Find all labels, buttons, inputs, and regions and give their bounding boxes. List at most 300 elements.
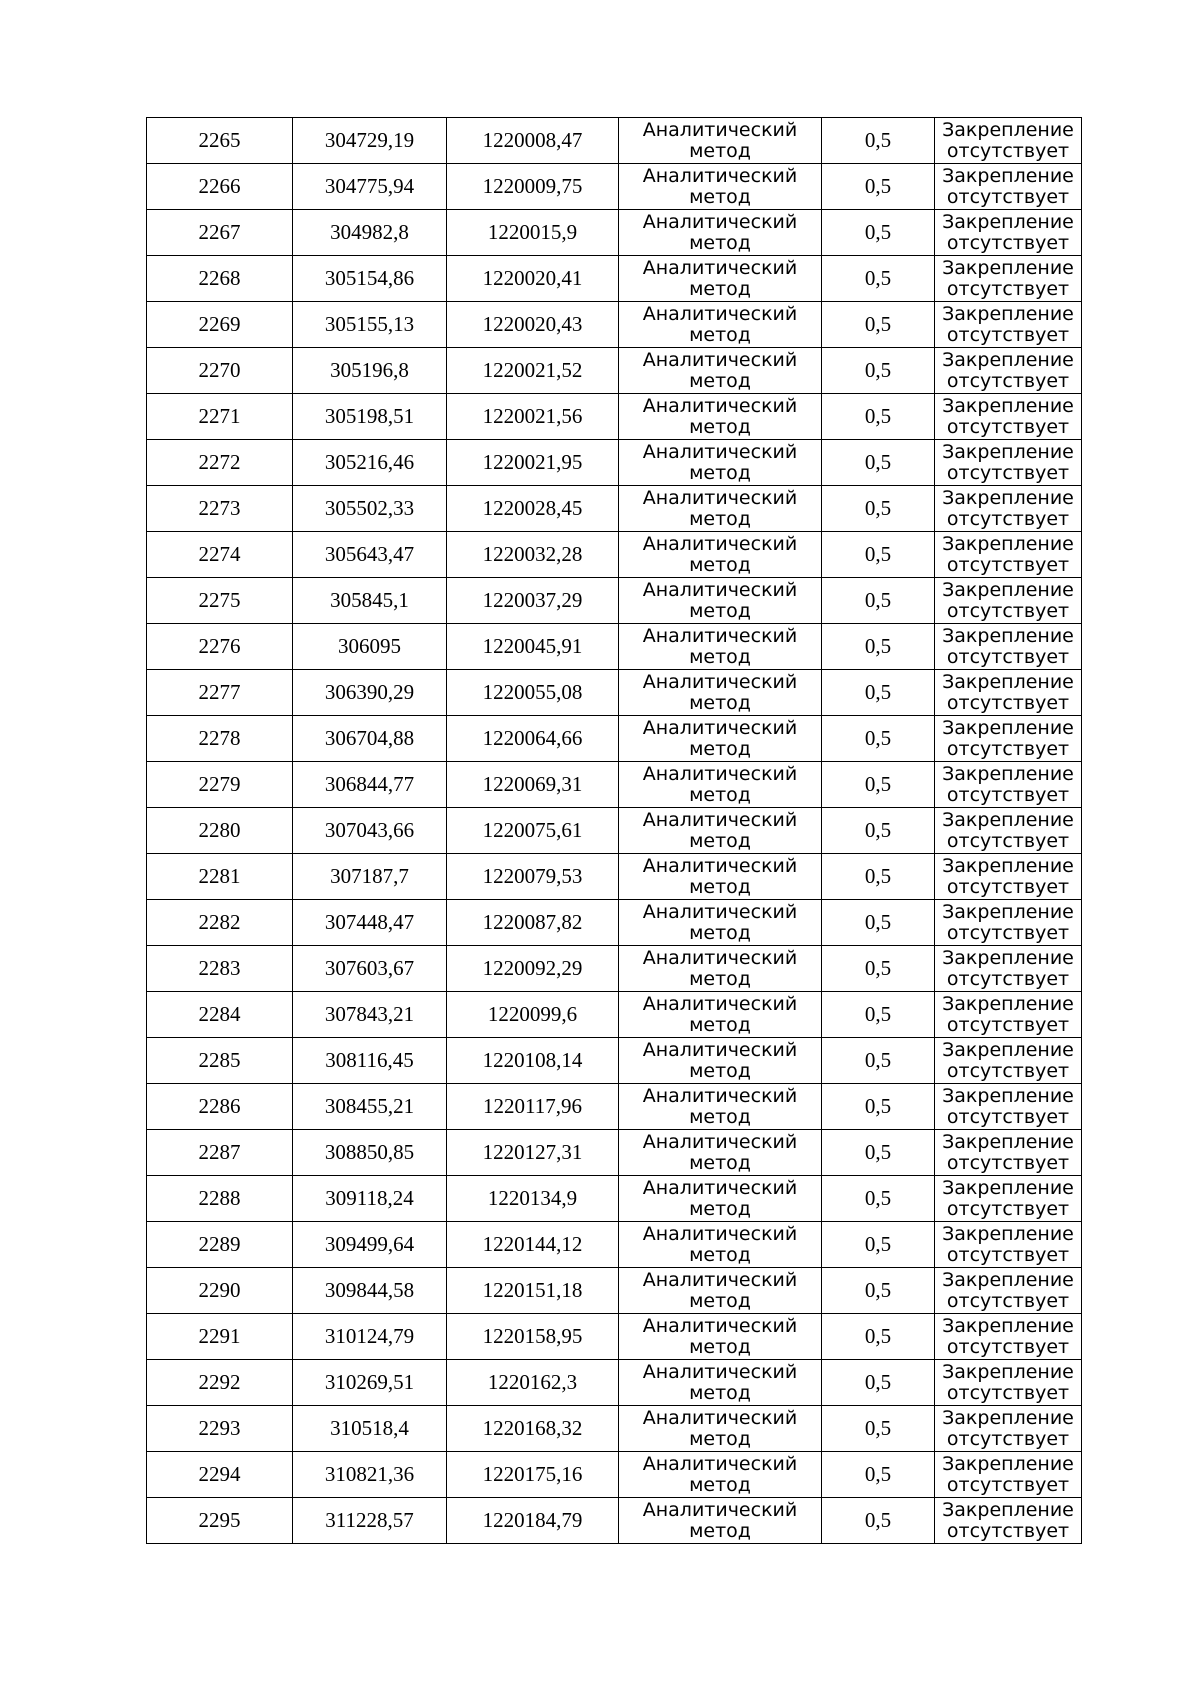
point-number-cell: 2268 <box>147 256 293 302</box>
table-row <box>147 992 1082 1038</box>
method-line-1: Аналитический <box>642 1498 798 1521</box>
y-coordinate-cell: 1220134,9 <box>447 1176 619 1222</box>
fixation-cell <box>935 1222 1082 1268</box>
x-coordinate-cell: 304729,19 <box>293 118 447 164</box>
fixation-cell <box>935 624 1082 670</box>
x-coordinate-cell: 310269,51 <box>293 1360 447 1406</box>
method-line-2: метод <box>689 461 751 484</box>
method-line-1: Аналитический <box>642 164 798 187</box>
y-coordinate-cell: 1220162,3 <box>447 1360 619 1406</box>
fixation-line-2: отсутствует <box>946 323 1070 346</box>
fixation-line-2: отсутствует <box>946 1197 1070 1220</box>
method-cell <box>619 1498 822 1544</box>
fixation-line-2: отсутствует <box>946 553 1070 576</box>
point-number-cell: 2265 <box>147 118 293 164</box>
table-row <box>147 486 1082 532</box>
point-number-cell: 2279 <box>147 762 293 808</box>
accuracy-cell: 0,5 <box>822 716 935 762</box>
table-row <box>147 1498 1082 1544</box>
fixation-cell <box>935 532 1082 578</box>
method-line-2: метод <box>689 553 751 576</box>
x-coordinate-cell: 309499,64 <box>293 1222 447 1268</box>
method-cell <box>619 164 822 210</box>
method-cell <box>619 808 822 854</box>
method-cell <box>619 1084 822 1130</box>
accuracy-cell: 0,5 <box>822 1130 935 1176</box>
y-coordinate-cell: 1220028,45 <box>447 486 619 532</box>
fixation-cell <box>935 762 1082 808</box>
x-coordinate-cell: 307187,7 <box>293 854 447 900</box>
method-line-2: метод <box>689 1105 751 1128</box>
method-cell <box>619 1268 822 1314</box>
table-row <box>147 1360 1082 1406</box>
method-line-1: Аналитический <box>642 256 798 279</box>
fixation-cell <box>935 394 1082 440</box>
method-line-1: Аналитический <box>642 440 798 463</box>
table-row <box>147 532 1082 578</box>
fixation-cell <box>935 1406 1082 1452</box>
method-line-1: Аналитический <box>642 1314 798 1337</box>
method-cell <box>619 348 822 394</box>
method-line-1: Аналитический <box>642 1452 798 1475</box>
fixation-line-1: Закрепление <box>942 716 1074 739</box>
point-number-cell: 2292 <box>147 1360 293 1406</box>
accuracy-cell: 0,5 <box>822 394 935 440</box>
fixation-cell <box>935 210 1082 256</box>
method-line-1: Аналитический <box>642 1222 798 1245</box>
y-coordinate-cell: 1220037,29 <box>447 578 619 624</box>
method-line-1: Аналитический <box>642 624 798 647</box>
y-coordinate-cell: 1220021,56 <box>447 394 619 440</box>
y-coordinate-cell: 1220055,08 <box>447 670 619 716</box>
fixation-cell <box>935 854 1082 900</box>
method-line-1: Аналитический <box>642 394 798 417</box>
fixation-cell <box>935 1084 1082 1130</box>
y-coordinate-cell: 1220151,18 <box>447 1268 619 1314</box>
table-row <box>147 1314 1082 1360</box>
fixation-line-2: отсутствует <box>946 599 1070 622</box>
x-coordinate-cell: 305502,33 <box>293 486 447 532</box>
method-line-2: метод <box>689 1059 751 1082</box>
accuracy-cell: 0,5 <box>822 1406 935 1452</box>
method-line-2: метод <box>689 1151 751 1174</box>
fixation-line-1: Закрепление <box>942 1268 1074 1291</box>
method-line-1: Аналитический <box>642 348 798 371</box>
y-coordinate-cell: 1220144,12 <box>447 1222 619 1268</box>
y-coordinate-cell: 1220020,43 <box>447 302 619 348</box>
y-coordinate-cell: 1220168,32 <box>447 1406 619 1452</box>
x-coordinate-cell: 304775,94 <box>293 164 447 210</box>
y-coordinate-cell: 1220099,6 <box>447 992 619 1038</box>
fixation-line-2: отсутствует <box>946 1427 1070 1450</box>
accuracy-cell: 0,5 <box>822 210 935 256</box>
point-number-cell: 2278 <box>147 716 293 762</box>
x-coordinate-cell: 308116,45 <box>293 1038 447 1084</box>
point-number-cell: 2280 <box>147 808 293 854</box>
method-cell <box>619 1314 822 1360</box>
method-line-2: метод <box>689 829 751 852</box>
fixation-line-2: отсутствует <box>946 1473 1070 1496</box>
fixation-line-1: Закрепление <box>942 486 1074 509</box>
fixation-line-2: отсутствует <box>946 1381 1070 1404</box>
table-row <box>147 762 1082 808</box>
fixation-line-2: отсутствует <box>946 691 1070 714</box>
accuracy-cell: 0,5 <box>822 164 935 210</box>
table-row <box>147 256 1082 302</box>
fixation-line-2: отсутствует <box>946 1105 1070 1128</box>
fixation-line-2: отсутствует <box>946 1243 1070 1266</box>
method-cell <box>619 670 822 716</box>
method-line-2: метод <box>689 231 751 254</box>
point-number-cell: 2285 <box>147 1038 293 1084</box>
method-line-2: метод <box>689 599 751 622</box>
x-coordinate-cell: 306095 <box>293 624 447 670</box>
fixation-line-1: Закрепление <box>942 394 1074 417</box>
fixation-line-1: Закрепление <box>942 118 1074 141</box>
fixation-cell <box>935 1498 1082 1544</box>
method-line-2: метод <box>689 277 751 300</box>
x-coordinate-cell: 305216,46 <box>293 440 447 486</box>
point-number-cell: 2273 <box>147 486 293 532</box>
fixation-line-2: отсутствует <box>946 829 1070 852</box>
accuracy-cell: 0,5 <box>822 256 935 302</box>
fixation-line-2: отсутствует <box>946 1059 1070 1082</box>
method-line-2: метод <box>689 875 751 898</box>
method-cell <box>619 900 822 946</box>
point-number-cell: 2295 <box>147 1498 293 1544</box>
fixation-cell <box>935 302 1082 348</box>
method-line-2: метод <box>689 737 751 760</box>
fixation-cell <box>935 670 1082 716</box>
point-number-cell: 2293 <box>147 1406 293 1452</box>
point-number-cell: 2275 <box>147 578 293 624</box>
fixation-line-2: отсутствует <box>946 415 1070 438</box>
y-coordinate-cell: 1220075,61 <box>447 808 619 854</box>
method-cell <box>619 302 822 348</box>
method-cell <box>619 762 822 808</box>
fixation-line-1: Закрепление <box>942 1130 1074 1153</box>
accuracy-cell: 0,5 <box>822 486 935 532</box>
fixation-line-1: Закрепление <box>942 348 1074 371</box>
fixation-line-1: Закрепление <box>942 164 1074 187</box>
method-cell <box>619 1130 822 1176</box>
y-coordinate-cell: 1220069,31 <box>447 762 619 808</box>
method-cell <box>619 854 822 900</box>
table-row <box>147 164 1082 210</box>
y-coordinate-cell: 1220021,52 <box>447 348 619 394</box>
x-coordinate-cell: 308455,21 <box>293 1084 447 1130</box>
fixation-line-1: Закрепление <box>942 256 1074 279</box>
method-line-1: Аналитический <box>642 946 798 969</box>
x-coordinate-cell: 310821,36 <box>293 1452 447 1498</box>
method-cell <box>619 532 822 578</box>
method-line-2: метод <box>689 1335 751 1358</box>
table-row <box>147 1130 1082 1176</box>
method-line-2: метод <box>689 691 751 714</box>
y-coordinate-cell: 1220015,9 <box>447 210 619 256</box>
method-line-1: Аналитический <box>642 578 798 601</box>
fixation-cell <box>935 1360 1082 1406</box>
point-number-cell: 2286 <box>147 1084 293 1130</box>
table-row <box>147 946 1082 992</box>
accuracy-cell: 0,5 <box>822 1360 935 1406</box>
point-number-cell: 2284 <box>147 992 293 1038</box>
x-coordinate-cell: 309118,24 <box>293 1176 447 1222</box>
fixation-cell <box>935 164 1082 210</box>
fixation-line-2: отсутствует <box>946 737 1070 760</box>
point-number-cell: 2277 <box>147 670 293 716</box>
fixation-cell <box>935 118 1082 164</box>
table-row <box>147 670 1082 716</box>
method-line-1: Аналитический <box>642 486 798 509</box>
x-coordinate-cell: 305154,86 <box>293 256 447 302</box>
y-coordinate-cell: 1220108,14 <box>447 1038 619 1084</box>
accuracy-cell: 0,5 <box>822 302 935 348</box>
fixation-cell <box>935 1038 1082 1084</box>
method-cell <box>619 256 822 302</box>
method-line-2: метод <box>689 1289 751 1312</box>
x-coordinate-cell: 305845,1 <box>293 578 447 624</box>
y-coordinate-cell: 1220064,66 <box>447 716 619 762</box>
method-line-2: метод <box>689 967 751 990</box>
fixation-line-2: отсутствует <box>946 875 1070 898</box>
table-row <box>147 900 1082 946</box>
method-cell <box>619 1452 822 1498</box>
fixation-line-1: Закрепление <box>942 624 1074 647</box>
x-coordinate-cell: 311228,57 <box>293 1498 447 1544</box>
method-cell <box>619 440 822 486</box>
fixation-line-2: отсутствует <box>946 645 1070 668</box>
y-coordinate-cell: 1220045,91 <box>447 624 619 670</box>
method-line-1: Аналитический <box>642 670 798 693</box>
table-row <box>147 440 1082 486</box>
fixation-line-1: Закрепление <box>942 1452 1074 1475</box>
method-line-2: метод <box>689 783 751 806</box>
y-coordinate-cell: 1220079,53 <box>447 854 619 900</box>
fixation-line-1: Закрепление <box>942 302 1074 325</box>
fixation-cell <box>935 808 1082 854</box>
x-coordinate-cell: 305198,51 <box>293 394 447 440</box>
fixation-line-2: отсутствует <box>946 1151 1070 1174</box>
point-number-cell: 2271 <box>147 394 293 440</box>
fixation-line-1: Закрепление <box>942 210 1074 233</box>
method-line-2: метод <box>689 1427 751 1450</box>
method-cell <box>619 578 822 624</box>
fixation-line-1: Закрепление <box>942 1406 1074 1429</box>
fixation-cell <box>935 1314 1082 1360</box>
method-line-1: Аналитический <box>642 1406 798 1429</box>
fixation-cell <box>935 578 1082 624</box>
method-line-2: метод <box>689 415 751 438</box>
accuracy-cell: 0,5 <box>822 1038 935 1084</box>
fixation-cell <box>935 440 1082 486</box>
y-coordinate-cell: 1220087,82 <box>447 900 619 946</box>
method-line-1: Аналитический <box>642 532 798 555</box>
method-line-2: метод <box>689 185 751 208</box>
fixation-line-1: Закрепление <box>942 1314 1074 1337</box>
table-row <box>147 854 1082 900</box>
method-line-2: метод <box>689 369 751 392</box>
method-line-1: Аналитический <box>642 1084 798 1107</box>
method-line-2: метод <box>689 1519 751 1542</box>
point-number-cell: 2289 <box>147 1222 293 1268</box>
method-line-2: метод <box>689 507 751 530</box>
table-row <box>147 210 1082 256</box>
point-number-cell: 2276 <box>147 624 293 670</box>
fixation-line-2: отсутствует <box>946 461 1070 484</box>
fixation-line-1: Закрепление <box>942 762 1074 785</box>
x-coordinate-cell: 308850,85 <box>293 1130 447 1176</box>
fixation-line-1: Закрепление <box>942 440 1074 463</box>
method-cell <box>619 992 822 1038</box>
table-row <box>147 1452 1082 1498</box>
point-number-cell: 2281 <box>147 854 293 900</box>
method-cell <box>619 716 822 762</box>
x-coordinate-cell: 305643,47 <box>293 532 447 578</box>
y-coordinate-cell: 1220184,79 <box>447 1498 619 1544</box>
point-number-cell: 2267 <box>147 210 293 256</box>
fixation-line-2: отсутствует <box>946 1289 1070 1312</box>
x-coordinate-cell: 306704,88 <box>293 716 447 762</box>
fixation-line-1: Закрепление <box>942 1176 1074 1199</box>
x-coordinate-cell: 306844,77 <box>293 762 447 808</box>
fixation-line-1: Закрепление <box>942 854 1074 877</box>
method-line-1: Аналитический <box>642 1130 798 1153</box>
fixation-line-1: Закрепление <box>942 992 1074 1015</box>
accuracy-cell: 0,5 <box>822 992 935 1038</box>
table-row <box>147 1268 1082 1314</box>
fixation-line-2: отсутствует <box>946 783 1070 806</box>
method-line-2: метод <box>689 1381 751 1404</box>
point-number-cell: 2294 <box>147 1452 293 1498</box>
x-coordinate-cell: 307448,47 <box>293 900 447 946</box>
method-line-1: Аналитический <box>642 1038 798 1061</box>
y-coordinate-cell: 1220092,29 <box>447 946 619 992</box>
table-row <box>147 1406 1082 1452</box>
accuracy-cell: 0,5 <box>822 1084 935 1130</box>
fixation-line-1: Закрепление <box>942 670 1074 693</box>
fixation-line-2: отсутствует <box>946 1013 1070 1036</box>
fixation-line-2: отсутствует <box>946 507 1070 530</box>
fixation-line-2: отсутствует <box>946 231 1070 254</box>
point-number-cell: 2269 <box>147 302 293 348</box>
method-cell <box>619 946 822 992</box>
method-line-1: Аналитический <box>642 302 798 325</box>
y-coordinate-cell: 1220020,41 <box>447 256 619 302</box>
method-cell <box>619 1222 822 1268</box>
fixation-line-1: Закрепление <box>942 946 1074 969</box>
table-row <box>147 302 1082 348</box>
x-coordinate-cell: 304982,8 <box>293 210 447 256</box>
method-line-2: метод <box>689 1013 751 1036</box>
method-line-2: метод <box>689 1473 751 1496</box>
fixation-line-2: отсутствует <box>946 921 1070 944</box>
table-row <box>147 1176 1082 1222</box>
method-cell <box>619 1038 822 1084</box>
table-row <box>147 1084 1082 1130</box>
accuracy-cell: 0,5 <box>822 1452 935 1498</box>
method-line-1: Аналитический <box>642 210 798 233</box>
accuracy-cell: 0,5 <box>822 900 935 946</box>
accuracy-cell: 0,5 <box>822 762 935 808</box>
fixation-cell <box>935 946 1082 992</box>
method-line-1: Аналитический <box>642 808 798 831</box>
y-coordinate-cell: 1220032,28 <box>447 532 619 578</box>
fixation-line-1: Закрепление <box>942 578 1074 601</box>
accuracy-cell: 0,5 <box>822 578 935 624</box>
table-row <box>147 716 1082 762</box>
method-cell <box>619 486 822 532</box>
accuracy-cell: 0,5 <box>822 348 935 394</box>
point-number-cell: 2274 <box>147 532 293 578</box>
fixation-cell <box>935 900 1082 946</box>
table-row <box>147 394 1082 440</box>
fixation-cell <box>935 348 1082 394</box>
accuracy-cell: 0,5 <box>822 808 935 854</box>
y-coordinate-cell: 1220175,16 <box>447 1452 619 1498</box>
fixation-cell <box>935 1176 1082 1222</box>
method-line-2: метод <box>689 645 751 668</box>
method-cell <box>619 624 822 670</box>
fixation-line-1: Закрепление <box>942 1222 1074 1245</box>
x-coordinate-cell: 309844,58 <box>293 1268 447 1314</box>
accuracy-cell: 0,5 <box>822 946 935 992</box>
point-number-cell: 2282 <box>147 900 293 946</box>
coordinates-table <box>146 117 1082 1544</box>
fixation-line-2: отсутствует <box>946 369 1070 392</box>
method-line-2: метод <box>689 139 751 162</box>
accuracy-cell: 0,5 <box>822 1176 935 1222</box>
fixation-line-1: Закрепление <box>942 1038 1074 1061</box>
accuracy-cell: 0,5 <box>822 624 935 670</box>
method-cell <box>619 1406 822 1452</box>
point-number-cell: 2270 <box>147 348 293 394</box>
fixation-line-2: отсутствует <box>946 277 1070 300</box>
x-coordinate-cell: 307043,66 <box>293 808 447 854</box>
method-line-1: Аналитический <box>642 1268 798 1291</box>
fixation-cell <box>935 256 1082 302</box>
y-coordinate-cell: 1220127,31 <box>447 1130 619 1176</box>
fixation-line-1: Закрепление <box>942 1084 1074 1107</box>
y-coordinate-cell: 1220021,95 <box>447 440 619 486</box>
point-number-cell: 2272 <box>147 440 293 486</box>
accuracy-cell: 0,5 <box>822 854 935 900</box>
point-number-cell: 2290 <box>147 1268 293 1314</box>
x-coordinate-cell: 306390,29 <box>293 670 447 716</box>
x-coordinate-cell: 307843,21 <box>293 992 447 1038</box>
accuracy-cell: 0,5 <box>822 1222 935 1268</box>
accuracy-cell: 0,5 <box>822 670 935 716</box>
x-coordinate-cell: 307603,67 <box>293 946 447 992</box>
method-line-1: Аналитический <box>642 992 798 1015</box>
point-number-cell: 2266 <box>147 164 293 210</box>
fixation-line-1: Закрепление <box>942 532 1074 555</box>
fixation-line-1: Закрепление <box>942 1360 1074 1383</box>
table-row <box>147 1222 1082 1268</box>
fixation-line-2: отсутствует <box>946 967 1070 990</box>
accuracy-cell: 0,5 <box>822 532 935 578</box>
method-line-1: Аналитический <box>642 716 798 739</box>
method-cell <box>619 1176 822 1222</box>
fixation-line-2: отсутствует <box>946 185 1070 208</box>
point-number-cell: 2288 <box>147 1176 293 1222</box>
method-cell <box>619 210 822 256</box>
method-line-2: метод <box>689 921 751 944</box>
method-line-1: Аналитический <box>642 1176 798 1199</box>
fixation-cell <box>935 1452 1082 1498</box>
y-coordinate-cell: 1220117,96 <box>447 1084 619 1130</box>
fixation-cell <box>935 1130 1082 1176</box>
